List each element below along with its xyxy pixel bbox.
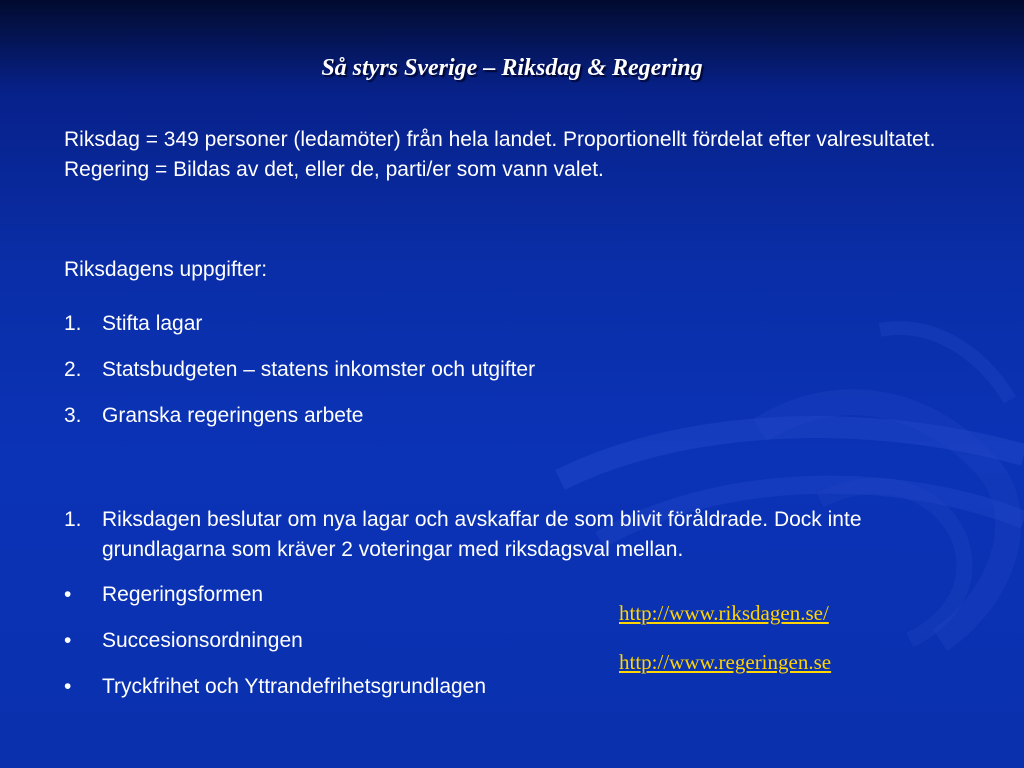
- list-item: [64, 505, 964, 565]
- list-item: [64, 355, 964, 385]
- bullet-icon: •: [64, 629, 72, 652]
- intro-text: [64, 125, 964, 185]
- list-item-text: Succesionsordningen: [102, 629, 303, 652]
- bullet-icon: •: [64, 583, 72, 606]
- riksdagen-link[interactable]: http://www.riksdagen.se/: [619, 601, 829, 625]
- riksdag-definition: Riksdag = 349 personer (ledamöter) från hela landet. Proportionellt fördelat efter valresultatet.: [64, 128, 936, 151]
- list-item: [64, 309, 964, 339]
- tasks-list: [64, 309, 964, 447]
- list-number: 2.: [64, 358, 82, 381]
- list-item-text: Granska regeringens arbete: [102, 404, 364, 427]
- list-item-text: Riksdagen beslutar om nya lagar och avskaffar de som blivit föråldrade. Dock inte grundlagarna som kräver 2 voteringar med riksdagsval mellan.: [102, 508, 862, 561]
- list-item-text: Statsbudgeten – statens inkomster och utgifter: [102, 358, 536, 381]
- slide-title: Så styrs Sverige – Riksdag & Regering: [321, 55, 703, 81]
- bullet-icon: •: [64, 675, 72, 698]
- list-item-text: Stifta lagar: [102, 312, 203, 335]
- list-number: 1.: [64, 312, 82, 335]
- links: [619, 598, 831, 696]
- decision-list: [64, 505, 964, 581]
- tasks-heading: Riksdagens uppgifter:: [64, 258, 268, 281]
- list-number: 3.: [64, 404, 82, 427]
- list-item-text: Regeringsformen: [102, 583, 264, 606]
- list-item-text: Tryckfrihet och Yttrandefrihetsgrundlagen: [102, 675, 487, 698]
- list-number: 1.: [64, 508, 82, 531]
- regering-definition: Regering = Bildas av det, eller de, parti/er som vann valet.: [64, 158, 604, 181]
- regeringen-link[interactable]: http://www.regeringen.se: [619, 650, 832, 674]
- list-item: [64, 401, 964, 431]
